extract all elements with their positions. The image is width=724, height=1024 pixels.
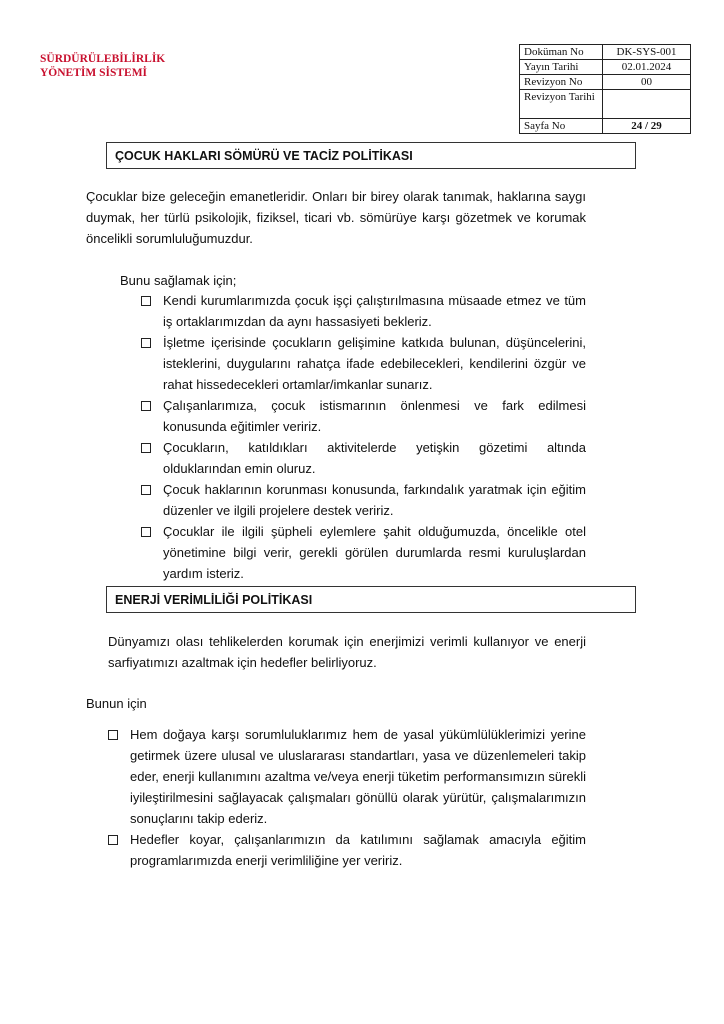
list-item: Çalışanlarımıza, çocuk istismarının önlenmesi ve fark edilmesi konusunda eğitimler veririz. (141, 395, 586, 437)
checkbox-bullet-icon (141, 443, 151, 453)
checkbox-bullet-icon (108, 730, 118, 740)
meta-value: 24 / 29 (603, 119, 691, 134)
meta-value: 00 (603, 75, 691, 90)
energy-list (108, 724, 586, 871)
child-rights-lead: Bunu sağlamak için; (120, 273, 237, 288)
list-item: Hem doğaya karşı sorumluluklarımız hem de yasal yükümlülüklerimizi yerine getirmek üzere ulusal ve uluslararası standartları, yasa ve düzenlemeleri takip eder, enerji kullanımını azaltma ve/veya enerji tüketim performansımızın sürekli iyileştirilmesini sağlayacak çalışmaları gönüllü olarak yürütür, çalışmalarımızın sonuçlarını takip ederiz. (108, 724, 586, 829)
brand-block (40, 52, 165, 80)
meta-key: Revizyon Tarihi (520, 90, 603, 119)
meta-key: Sayfa No (520, 119, 603, 134)
checkbox-bullet-icon (141, 485, 151, 495)
section-title-energy-efficiency: ENERJİ VERİMLİLİĞİ POLİTİKASI (106, 586, 636, 613)
list-item: Hedefler koyar, çalışanlarımızın da katılımını sağlamak amacıyla eğitim programlarımızda enerji verimliliğine yer veririz. (108, 829, 586, 871)
list-item: Kendi kurumlarımızda çocuk işçi çalıştırılmasına müsaade etmez ve tüm iş ortaklarımızdan da aynı hassasiyeti bekleriz. (141, 290, 586, 332)
checkbox-bullet-icon (141, 338, 151, 348)
child-rights-intro: Çocuklar bize geleceğin emanetleridir. Onları bir birey olarak tanımak, haklarına saygı duymak, her türlü psikolojik, fiziksel, ticari vb. sömürüye karşı gözetmek ve korumak öncelikli sorumluluğumuzdur. (86, 189, 586, 246)
meta-row (520, 45, 691, 60)
meta-row (520, 75, 691, 90)
brand-line-1: SÜRDÜRÜLEBİLİRLİK (40, 53, 166, 65)
checkbox-bullet-icon (141, 527, 151, 537)
brand-line-2: YÖNETİM SİSTEMİ (40, 67, 148, 79)
list-item: Çocuk haklarının korunması konusunda, farkındalık yaratmak için eğitim düzenler ve ilgili projelere destek veririz. (141, 479, 586, 521)
meta-key: Yayın Tarihi (520, 60, 603, 75)
checkbox-bullet-icon (141, 401, 151, 411)
meta-key: Revizyon No (520, 75, 603, 90)
checkbox-bullet-icon (141, 296, 151, 306)
meta-row (520, 90, 691, 119)
meta-value (603, 90, 691, 119)
checkbox-bullet-icon (108, 835, 118, 845)
meta-row (520, 60, 691, 75)
meta-value: 02.01.2024 (603, 60, 691, 75)
list-item: İşletme içerisinde çocukların gelişimine katkıda bulunan, düşüncelerini, isteklerini, duygularını rahatça ifade edebilecekleri, kendilerini özgür ve rahat hissedecekleri ortamlar/imkanlar sunarız. (141, 332, 586, 395)
section-title-child-rights: ÇOCUK HAKLARI SÖMÜRÜ VE TACİZ POLİTİKASI (106, 142, 636, 169)
meta-row (520, 119, 691, 134)
list-item: Çocukların, katıldıkları aktivitelerde yetişkin gözetimi altında olduklarından emin oluruz. (141, 437, 586, 479)
meta-value: DK-SYS-001 (603, 45, 691, 60)
child-rights-list (141, 290, 586, 584)
energy-intro: Dünyamızı olası tehlikelerden korumak için enerjimizi verimli kullanıyor ve enerji sarfiyatımızı azaltmak için hedefler belirliyoruz. (108, 634, 586, 670)
document-meta-table (519, 44, 691, 134)
energy-lead: Bunun için (86, 696, 147, 711)
meta-key: Doküman No (520, 45, 603, 60)
list-item: Çocuklar ile ilgili şüpheli eylemlere şahit olduğumuzda, öncelikle otel yönetimine bilgi verir, gerekli görülen durumlarda resmi kuruluşlardan yardım isteriz. (141, 521, 586, 584)
